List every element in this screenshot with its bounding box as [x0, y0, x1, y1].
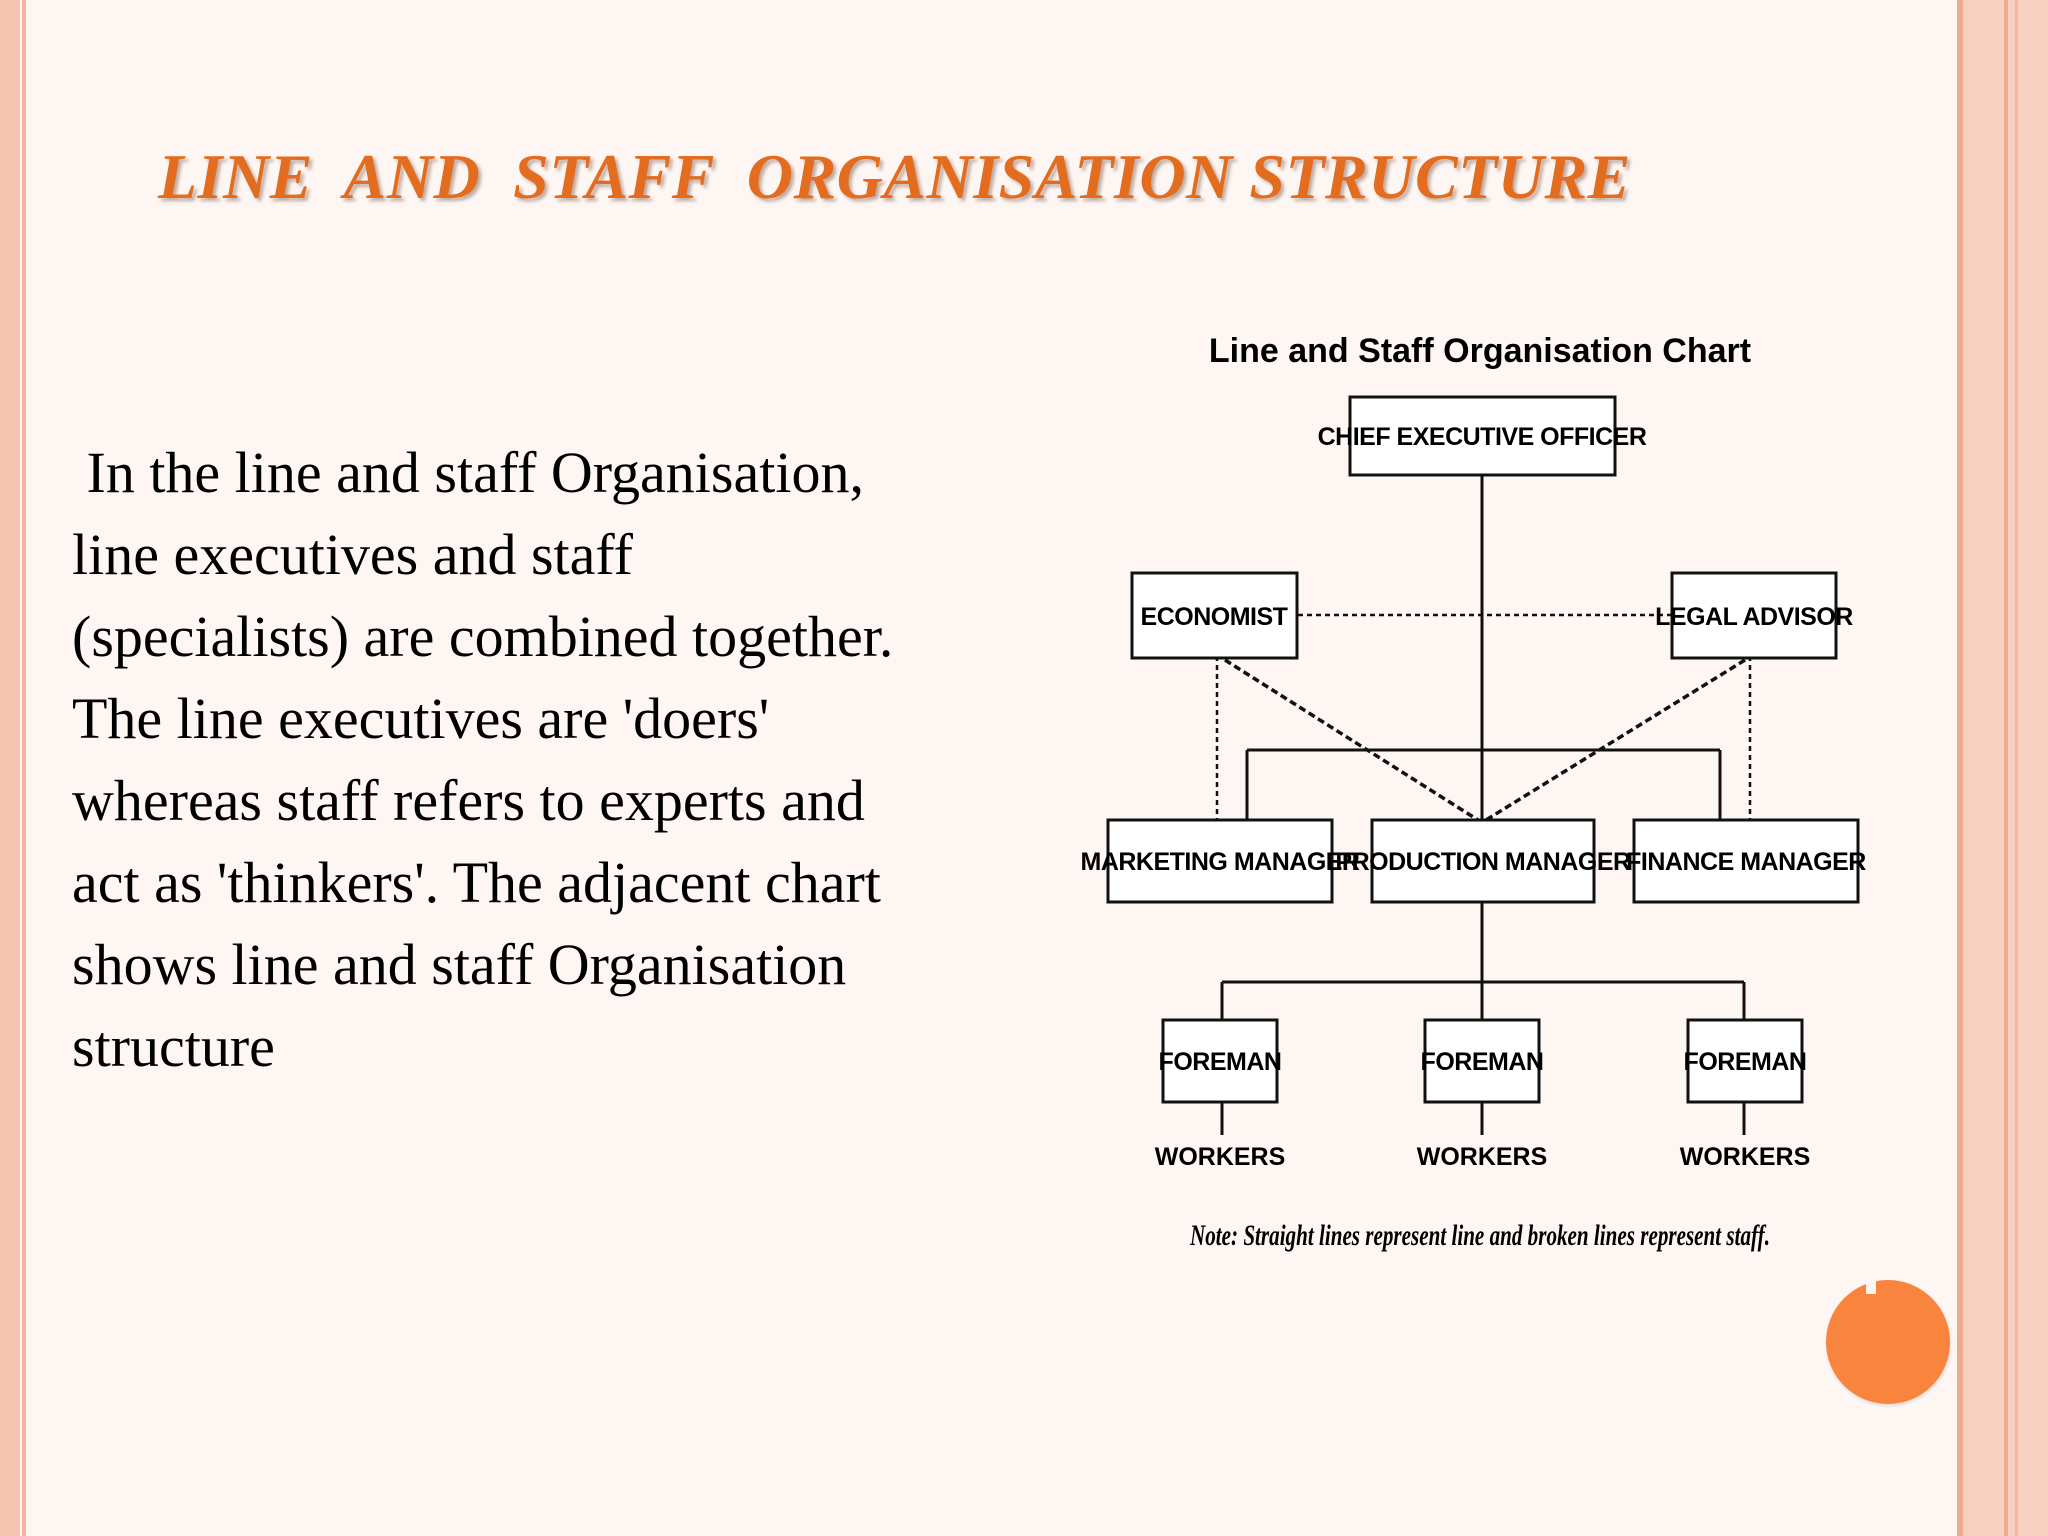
label-workers: WORKERS — [1416, 1143, 1548, 1171]
label-finance-manager: FINANCE MANAGER — [1626, 848, 1866, 876]
staff-link-legal-production — [1486, 660, 1745, 820]
body-line: (specialists) are combined together. — [72, 604, 894, 669]
label-foreman: FOREMAN — [1158, 1048, 1282, 1076]
body-line: act as 'thinkers'. The adjacent chart — [72, 850, 881, 915]
slide-title: LINE AND STAFF ORGANISATION STRUCTURE — [158, 141, 1631, 212]
label-foreman: FOREMAN — [1420, 1048, 1544, 1076]
slide-body-text — [72, 432, 1052, 1088]
body-line: The line executives are 'doers' — [72, 686, 770, 751]
label-ceo: CHIEF EXECUTIVE OFFICER — [1317, 423, 1647, 451]
slide-frame-right-stripe — [2004, 0, 2008, 1536]
staff-link-economist-production — [1225, 660, 1478, 820]
slide-frame-right-stripe — [2015, 0, 2018, 1536]
label-economist: ECONOMIST — [1140, 603, 1288, 631]
body-line: shows line and staff Organisation — [72, 932, 847, 997]
label-legal-advisor: LEGAL ADVISOR — [1655, 603, 1853, 631]
label-workers: WORKERS — [1679, 1143, 1811, 1171]
chart-title: Line and Staff Organisation Chart — [1208, 332, 1752, 370]
body-line: structure — [72, 1014, 275, 1079]
label-workers: WORKERS — [1154, 1143, 1286, 1171]
org-chart — [1080, 320, 1890, 1290]
slide-frame-left-line — [22, 0, 26, 1536]
body-line: In the line and staff Organisation, — [72, 440, 864, 505]
label-production-manager: PRODUCTION MANAGER — [1335, 848, 1631, 876]
label-foreman: FOREMAN — [1683, 1048, 1807, 1076]
body-line: whereas staff refers to experts and — [72, 768, 865, 833]
slide-frame-left — [0, 0, 20, 1536]
body-line: line executives and staff — [72, 522, 633, 587]
chart-note: Note: Straight lines represent line and broken lines represent staff. — [1189, 1219, 1770, 1252]
decorative-circle-notch — [1866, 1276, 1876, 1294]
label-marketing-manager: MARKETING MANAGER — [1080, 848, 1360, 876]
org-chart-svg — [1080, 320, 1890, 1290]
decorative-circle — [1826, 1280, 1950, 1404]
